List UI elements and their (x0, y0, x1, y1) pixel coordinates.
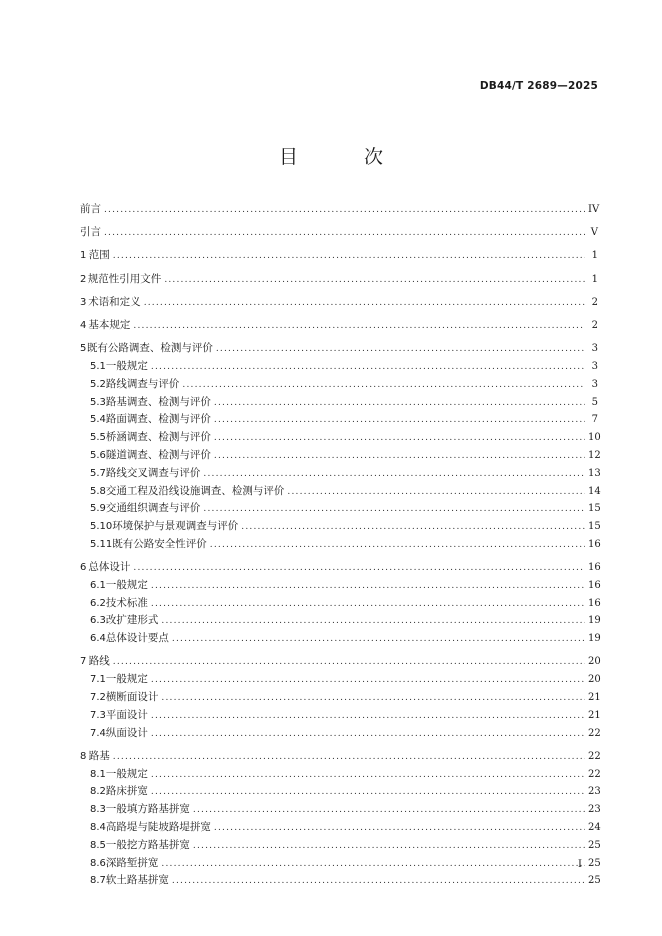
toc-entry-label: 隧道调查、检测与评价 (105, 448, 211, 461)
toc-entry-page: V (590, 227, 598, 239)
toc-entry[interactable] (80, 801, 601, 819)
toc-entry[interactable] (80, 518, 601, 536)
toc-entry-page: 16 (588, 562, 601, 574)
toc-entry-number: 5.5 (90, 432, 106, 444)
toc-entry-label: 高路堤与陡坡路堤拼宽 (105, 821, 211, 834)
toc-entry-label: 一般规定 (105, 359, 148, 372)
toc-entry-page: 25 (588, 875, 601, 887)
toc-entry[interactable] (80, 577, 601, 595)
toc-entry-label: 路床拼宽 (105, 785, 148, 798)
toc-entry-label: 平面设计 (105, 708, 148, 721)
toc-entry[interactable] (80, 671, 601, 689)
toc-entry-label: 一般挖方路基拼宽 (105, 838, 190, 851)
toc-entry[interactable] (80, 707, 601, 725)
toc-leader-dots (151, 596, 585, 613)
toc-entry[interactable] (80, 653, 601, 671)
table-of-contents (80, 201, 601, 890)
toc-entry-page: 2 (591, 296, 598, 308)
toc-entry-label: 总体设计要点 (105, 632, 169, 645)
toc-entry[interactable] (80, 630, 601, 648)
toc-entry-page: 15 (588, 521, 601, 533)
toc-leader-dots (151, 726, 585, 743)
toc-leader-dots (161, 856, 585, 873)
toc-leader-dots (144, 295, 585, 312)
toc-entry-number: 8.2 (90, 786, 106, 798)
toc-entry-number: 8.3 (90, 804, 106, 816)
toc-entry[interactable] (80, 837, 601, 855)
toc-leader-dots (133, 560, 585, 577)
toc-entry-number: 5.11 (90, 538, 113, 550)
toc-entry-label: 范围 (88, 249, 110, 262)
toc-entry-page: 16 (588, 579, 601, 591)
toc-entry[interactable] (80, 376, 598, 394)
toc-entry-label: 软土路基拼宽 (105, 874, 169, 887)
toc-entry[interactable] (80, 855, 601, 873)
toc-entry-label: 桥涵调查、检测与评价 (105, 431, 211, 444)
toc-entry[interactable] (80, 725, 601, 743)
toc-entry-number: 1 (80, 250, 87, 262)
toc-entry-page: 20 (588, 656, 601, 668)
toc-entry[interactable] (80, 394, 598, 412)
toc-entry-label: 既有公路安全性评价 (112, 537, 207, 550)
toc-entry[interactable] (80, 783, 601, 801)
toc-entry[interactable] (80, 819, 601, 837)
toc-entry-page: 1 (591, 273, 598, 285)
toc-entry-number: 5.3 (90, 396, 106, 408)
toc-entry-number: 8.5 (90, 839, 106, 851)
toc-entry-label: 一般填方路基拼宽 (105, 803, 190, 816)
toc-leader-dots (193, 802, 585, 819)
toc-entry-page: 24 (588, 822, 601, 834)
toc-entry-number: 4 (80, 319, 87, 331)
toc-entry-label: 引言 (80, 226, 101, 239)
toc-entry-label: 路面调查、检测与评价 (105, 413, 211, 426)
toc-entry-label: 术语和定义 (88, 295, 141, 308)
toc-entry-label: 交通组织调查与评价 (105, 502, 201, 515)
toc-entry[interactable] (80, 748, 601, 766)
toc-entry[interactable] (80, 271, 598, 289)
toc-entry-page: 1 (591, 250, 598, 262)
toc-entry-label: 基本规定 (88, 318, 131, 331)
toc-entry-page: 22 (588, 727, 601, 739)
toc-entry-number: 7.1 (90, 674, 106, 686)
toc-entry-label: 总体设计 (88, 561, 131, 574)
toc-entry-label: 环境保护与景观调查与评价 (112, 520, 239, 533)
toc-entry[interactable] (80, 766, 601, 784)
toc-leader-dots (214, 448, 585, 465)
toc-entry-number: 8.4 (90, 822, 106, 834)
toc-entry-label: 深路堑拼宽 (105, 856, 159, 869)
toc-entry-label: 路基 (88, 749, 110, 762)
toc-entry-label: 路线调查与评价 (105, 377, 180, 390)
toc-entry-label: 路线 (88, 655, 110, 668)
toc-entry-page: 23 (588, 786, 601, 798)
toc-leader-dots (214, 395, 585, 412)
toc-entry-page: IV (588, 204, 600, 215)
toc-leader-dots (216, 341, 585, 358)
toc-leader-dots (172, 631, 585, 648)
toc-leader-dots (172, 873, 585, 890)
toc-entry-number: 7.2 (90, 692, 106, 704)
toc-entry-page: 25 (588, 839, 601, 851)
toc-leader-dots (133, 318, 585, 335)
toc-entry-number: 8.7 (90, 875, 106, 887)
toc-entry-number: 5.4 (90, 414, 106, 426)
toc-entry[interactable] (80, 612, 601, 630)
toc-leader-dots (193, 838, 585, 855)
toc-leader-dots (214, 430, 585, 447)
toc-entry-page: 22 (588, 768, 601, 780)
toc-entry-number: 8.1 (90, 768, 106, 780)
toc-entry[interactable] (80, 247, 598, 265)
toc-entry-page: 14 (588, 485, 601, 497)
toc-entry-number: 5.2 (90, 378, 106, 390)
toc-entry[interactable] (80, 201, 598, 219)
toc-entry-number: 5.8 (90, 485, 106, 497)
toc-entry-label: 一般规定 (105, 578, 148, 591)
toc-leader-dots (161, 613, 585, 630)
toc-leader-dots (104, 202, 585, 219)
toc-entry-page: 2 (591, 319, 598, 331)
toc-entry-page: 20 (588, 674, 601, 686)
page-number: I (578, 859, 582, 870)
toc-entry-number: 5 (80, 343, 87, 355)
toc-entry-number: 7.4 (90, 727, 106, 739)
toc-leader-dots (113, 654, 585, 671)
toc-entry[interactable] (80, 317, 598, 335)
toc-leader-dots (203, 466, 585, 483)
toc-entry-page: 16 (588, 538, 601, 550)
toc-leader-dots (161, 690, 585, 707)
toc-leader-dots (151, 578, 585, 595)
toc-entry[interactable] (80, 559, 601, 577)
toc-leader-dots (287, 484, 585, 501)
toc-entry-page: 23 (588, 804, 601, 816)
toc-leader-dots (151, 359, 585, 376)
toc-entry-label: 技术标准 (105, 596, 148, 609)
toc-entry-label: 交通工程及沿线设施调查、检测与评价 (105, 484, 285, 497)
toc-entry-number: 8.6 (90, 857, 106, 869)
toc-entry-number: 6.3 (90, 615, 106, 627)
toc-entry-page: 5 (591, 396, 598, 408)
toc-entry-label: 规范性引用文件 (87, 272, 162, 285)
toc-entry-page: 21 (588, 709, 601, 721)
toc-entry-number: 5.7 (90, 467, 106, 479)
toc-entry-label: 纵面设计 (105, 726, 148, 739)
toc-entry-page: 7 (591, 414, 598, 426)
toc-entry-page: 19 (588, 633, 601, 645)
toc-entry-label: 横断面设计 (105, 691, 159, 704)
toc-entry-page: 3 (591, 360, 598, 372)
toc-entry-page: 25 (588, 857, 601, 869)
toc-entry-label: 路线交叉调查与评价 (105, 466, 201, 479)
toc-entry[interactable] (80, 294, 598, 312)
toc-leader-dots (203, 501, 585, 518)
toc-entry-number: 5.1 (90, 360, 106, 372)
toc-entry-page: 12 (588, 449, 601, 461)
toc-title: 目 次 (278, 146, 414, 168)
toc-leader-dots (151, 708, 585, 725)
toc-entry-label: 一般规定 (105, 767, 148, 780)
toc-entry-number: 5.10 (90, 521, 113, 533)
toc-leader-dots (182, 377, 585, 394)
toc-entry-label: 改扩建形式 (105, 614, 159, 627)
toc-entry-label: 路基调查、检测与评价 (105, 395, 211, 408)
toc-leader-dots (151, 784, 585, 801)
toc-entry-number: 7 (80, 656, 87, 668)
toc-leader-dots (113, 248, 585, 265)
toc-entry[interactable] (80, 358, 598, 376)
toc-entry[interactable] (80, 429, 601, 447)
toc-entry-number: 7.3 (90, 709, 106, 721)
toc-entry[interactable] (80, 340, 598, 358)
toc-leader-dots (151, 672, 585, 689)
toc-entry[interactable] (80, 465, 601, 483)
toc-leader-dots (164, 272, 585, 289)
toc-entry-page: 3 (591, 343, 598, 355)
toc-leader-dots (241, 519, 585, 536)
toc-entry-number: 5.9 (90, 503, 106, 515)
toc-leader-dots (214, 820, 585, 837)
toc-entry-page: 3 (591, 378, 598, 390)
toc-entry-label: 既有公路调查、检测与评价 (86, 342, 213, 355)
toc-entry-page: 21 (588, 692, 601, 704)
toc-entry-label: 前言 (80, 203, 101, 215)
toc-entry[interactable] (80, 595, 601, 613)
toc-leader-dots (151, 767, 585, 784)
toc-entry[interactable] (80, 500, 601, 518)
toc-leader-dots (214, 412, 585, 429)
toc-entry[interactable] (80, 689, 601, 707)
toc-entry-page: 15 (588, 503, 601, 515)
toc-entry-number: 2 (80, 273, 87, 285)
toc-entry[interactable] (80, 447, 601, 465)
toc-entry-page: 19 (588, 615, 601, 627)
toc-entry-number: 8 (80, 750, 87, 762)
toc-entry-page: 22 (588, 750, 601, 762)
toc-entry-page: 13 (588, 467, 601, 479)
toc-entry-number: 6.4 (90, 633, 106, 645)
toc-leader-dots (104, 225, 585, 242)
toc-entry-label: 一般规定 (105, 673, 148, 686)
toc-entry[interactable] (80, 411, 598, 429)
toc-entry-number: 6.2 (90, 597, 106, 609)
toc-leader-dots (210, 537, 585, 554)
toc-entry-number: 6 (80, 562, 87, 574)
document-code: DB44/T 2689—2025 (479, 80, 598, 92)
toc-entry-number: 6.1 (90, 579, 106, 591)
toc-entry[interactable] (80, 483, 601, 501)
toc-entry[interactable] (80, 536, 601, 554)
toc-entry-number: 3 (80, 296, 87, 308)
toc-entry-page: 16 (588, 597, 601, 609)
toc-entry-page: 10 (588, 432, 601, 444)
toc-entry[interactable] (80, 872, 601, 890)
toc-leader-dots (113, 749, 585, 766)
toc-entry-number: 5.6 (90, 449, 106, 461)
toc-entry[interactable] (80, 224, 598, 242)
